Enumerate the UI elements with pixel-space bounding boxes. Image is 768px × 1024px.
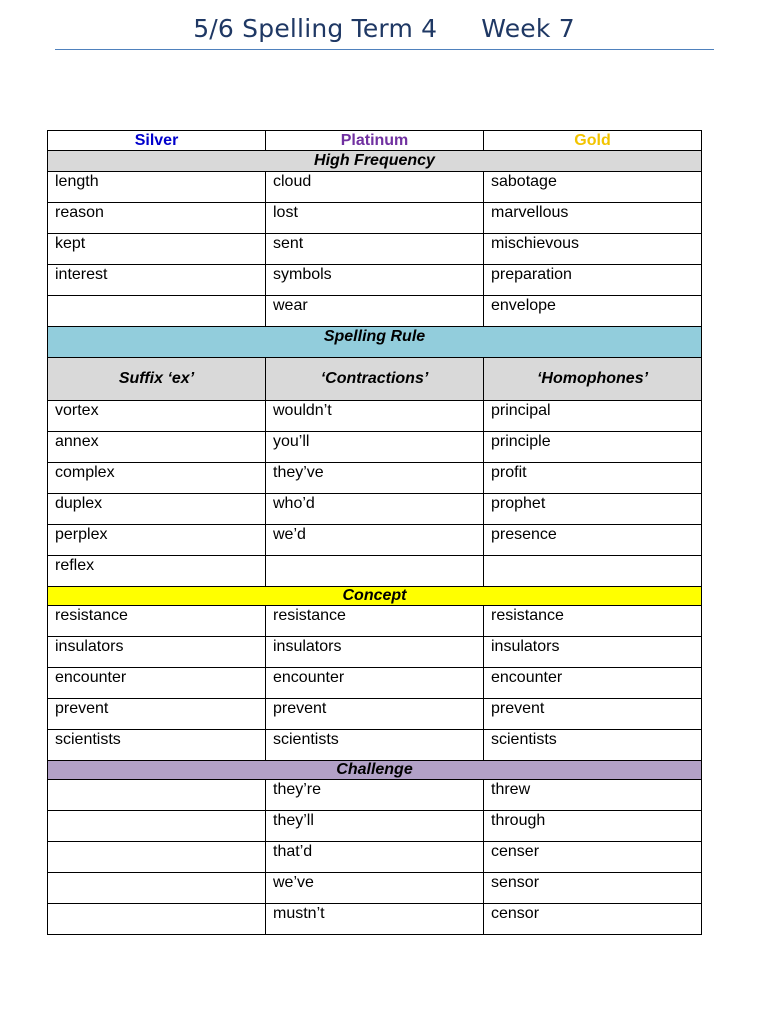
word-cell: they’re (266, 780, 484, 811)
word-cell: resistance (48, 606, 266, 637)
word-row (48, 668, 702, 699)
title-underline (55, 49, 714, 50)
section-challenge (48, 761, 702, 780)
word-cell: resistance (484, 606, 702, 637)
section-high-frequency (48, 151, 702, 172)
section-concept (48, 587, 702, 606)
high-frequency-rows (48, 172, 702, 327)
word-cell: you’ll (266, 432, 484, 463)
word-cell: reason (48, 203, 266, 234)
word-cell: scientists (266, 730, 484, 761)
word-row (48, 463, 702, 494)
word-cell: insulators (266, 637, 484, 668)
word-row (48, 699, 702, 730)
word-cell: wear (266, 296, 484, 327)
word-cell: presence (484, 525, 702, 556)
word-cell: prophet (484, 494, 702, 525)
word-row (48, 606, 702, 637)
word-cell: envelope (484, 296, 702, 327)
word-row (48, 811, 702, 842)
word-cell: scientists (484, 730, 702, 761)
word-cell: through (484, 811, 702, 842)
word-cell (48, 780, 266, 811)
word-cell: sabotage (484, 172, 702, 203)
word-cell: wouldn’t (266, 401, 484, 432)
word-cell (48, 842, 266, 873)
word-row (48, 401, 702, 432)
word-cell: kept (48, 234, 266, 265)
word-row (48, 432, 702, 463)
word-cell: they’ve (266, 463, 484, 494)
word-cell: sensor (484, 873, 702, 904)
word-cell: sent (266, 234, 484, 265)
word-cell: lost (266, 203, 484, 234)
word-cell: preparation (484, 265, 702, 296)
word-row (48, 172, 702, 203)
word-cell: threw (484, 780, 702, 811)
word-cell: prevent (484, 699, 702, 730)
word-row (48, 556, 702, 587)
subheader-suffix-ex: Suffix ‘ex’ (48, 358, 266, 401)
spelling-table (47, 130, 702, 935)
word-cell: duplex (48, 494, 266, 525)
word-row (48, 494, 702, 525)
word-cell: length (48, 172, 266, 203)
word-cell: encounter (48, 668, 266, 699)
word-cell (48, 904, 266, 935)
word-cell: annex (48, 432, 266, 463)
word-row (48, 873, 702, 904)
title-term: 5/6 Spelling Term 4 (193, 14, 438, 43)
word-cell: perplex (48, 525, 266, 556)
word-row (48, 203, 702, 234)
word-cell (48, 873, 266, 904)
word-cell: prevent (48, 699, 266, 730)
word-row (48, 730, 702, 761)
section-label: Concept (48, 587, 702, 606)
word-row (48, 265, 702, 296)
word-cell: profit (484, 463, 702, 494)
word-cell (266, 556, 484, 587)
subheader-homophones: ‘Homophones’ (484, 358, 702, 401)
word-cell (484, 556, 702, 587)
word-cell: symbols (266, 265, 484, 296)
word-cell: vortex (48, 401, 266, 432)
word-cell: scientists (48, 730, 266, 761)
word-cell: mischievous (484, 234, 702, 265)
word-cell: principle (484, 432, 702, 463)
word-row (48, 637, 702, 668)
word-row (48, 525, 702, 556)
word-cell: censer (484, 842, 702, 873)
challenge-rows (48, 780, 702, 935)
concept-rows (48, 606, 702, 761)
column-header-silver: Silver (48, 131, 266, 151)
word-cell: complex (48, 463, 266, 494)
subheader-contractions: ‘Contractions’ (266, 358, 484, 401)
word-cell: we’d (266, 525, 484, 556)
word-row (48, 296, 702, 327)
title-week: Week 7 (481, 14, 575, 43)
word-cell: they’ll (266, 811, 484, 842)
word-cell (48, 296, 266, 327)
column-header-row (48, 131, 702, 151)
spelling-rule-rows (48, 401, 702, 587)
word-cell: we’ve (266, 873, 484, 904)
word-cell: marvellous (484, 203, 702, 234)
word-cell: reflex (48, 556, 266, 587)
word-cell: prevent (266, 699, 484, 730)
word-cell: resistance (266, 606, 484, 637)
word-cell: principal (484, 401, 702, 432)
word-cell: mustn’t (266, 904, 484, 935)
section-label: High Frequency (48, 151, 702, 172)
word-cell: insulators (484, 637, 702, 668)
word-cell: insulators (48, 637, 266, 668)
word-cell: that’d (266, 842, 484, 873)
column-header-platinum: Platinum (266, 131, 484, 151)
column-header-gold: Gold (484, 131, 702, 151)
spelling-rule-subheader-row (48, 358, 702, 401)
word-cell: cloud (266, 172, 484, 203)
section-label: Spelling Rule (48, 327, 702, 358)
word-row (48, 904, 702, 935)
word-cell: censor (484, 904, 702, 935)
word-cell: who’d (266, 494, 484, 525)
word-cell (48, 811, 266, 842)
page-title (0, 14, 768, 43)
word-row (48, 780, 702, 811)
word-row (48, 842, 702, 873)
word-cell: interest (48, 265, 266, 296)
section-label: Challenge (48, 761, 702, 780)
word-cell: encounter (266, 668, 484, 699)
word-cell: encounter (484, 668, 702, 699)
section-spelling-rule (48, 327, 702, 358)
word-row (48, 234, 702, 265)
